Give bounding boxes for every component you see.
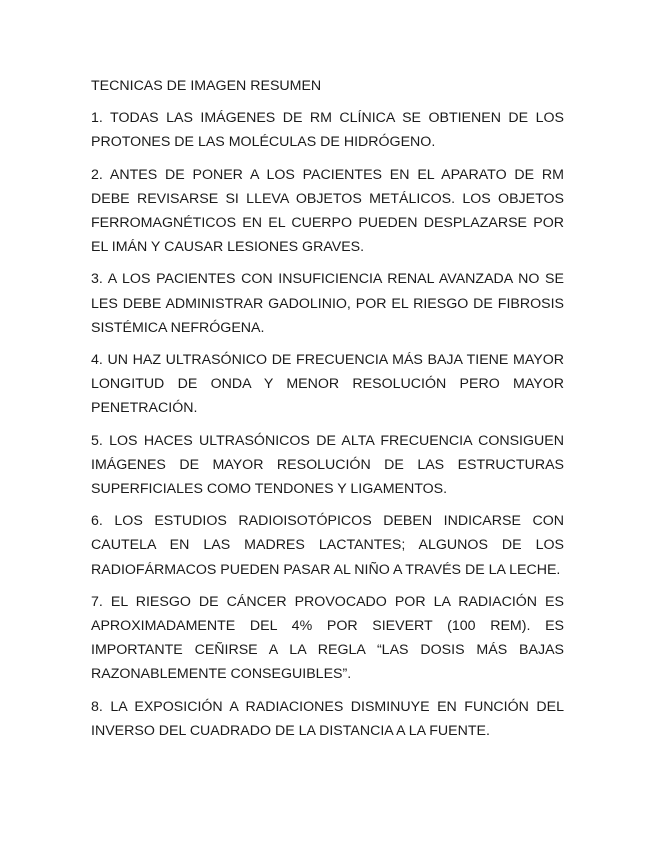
document-title: TECNICAS DE IMAGEN RESUMEN: [91, 78, 322, 94]
document-body: [91, 74, 564, 751]
paragraph-4: 4. UN HAZ ULTRASÓNICO DE FRECUENCIA MÁS BAJA TIENE MAYOR LONGITUD DE ONDA Y MENOR RESOLUCIÓN PERO MAYOR PENETRACIÓN.: [91, 352, 564, 417]
paragraph-8: 8. LA EXPOSICIÓN A RADIACIONES DISMINUYE EN FUNCIÓN DEL INVERSO DEL CUADRADO DE LA DISTANCIA A LA FUENTE.: [91, 698, 564, 739]
paragraph-6: 6. LOS ESTUDIOS RADIOISOTÓPICOS DEBEN INDICARSE CON CAUTELA EN LAS MADRES LACTANTES; ALGUNOS DE LOS RADIOFÁRMACOS PUEDEN PASAR AL NIÑO A TRAVÉS DE LA LECHE.: [91, 513, 564, 578]
paragraph-5: 5. LOS HACES ULTRASÓNICOS DE ALTA FRECUENCIA CONSIGUEN IMÁGENES DE MAYOR RESOLUCIÓN DE LAS ESTRUCTURAS SUPERFICIALES COMO TENDONES Y LIGAMENTOS.: [91, 432, 564, 498]
paragraph-1: 1. TODAS LAS IMÁGENES DE RM CLÍNICA SE OBTIENEN DE LOS PROTONES DE LAS MOLÉCULAS DE HIDRÓGENO.: [91, 110, 564, 151]
paragraph-3: 3. A LOS PACIENTES CON INSUFICIENCIA RENAL AVANZADA NO SE LES DEBE ADMINISTRAR GADOLINIO, POR EL RIESGO DE FIBROSIS SISTÉMICA NEFRÓGENA.: [91, 271, 564, 336]
paragraph-2: 2. ANTES DE PONER A LOS PACIENTES EN EL APARATO DE RM DEBE REVISARSE SI LLEVA OBJETOS METÁLICOS. LOS OBJETOS FERROMAGNÉTICOS EN EL CUERPO PUEDEN DESPLAZARSE POR EL IMÁN Y CAUSAR LESIONES GRAVES.: [91, 166, 564, 256]
paragraph-7: 7. EL RIESGO DE CÁNCER PROVOCADO POR LA RADIACIÓN ES APROXIMADAMENTE DEL 4% POR SIEVERT (100 REM). ES IMPORTANTE CEÑIRSE A LA REGLA “LAS DOSIS MÁS BAJAS RAZONABLEMENTE CONSEGUIBLES”.: [91, 593, 564, 683]
